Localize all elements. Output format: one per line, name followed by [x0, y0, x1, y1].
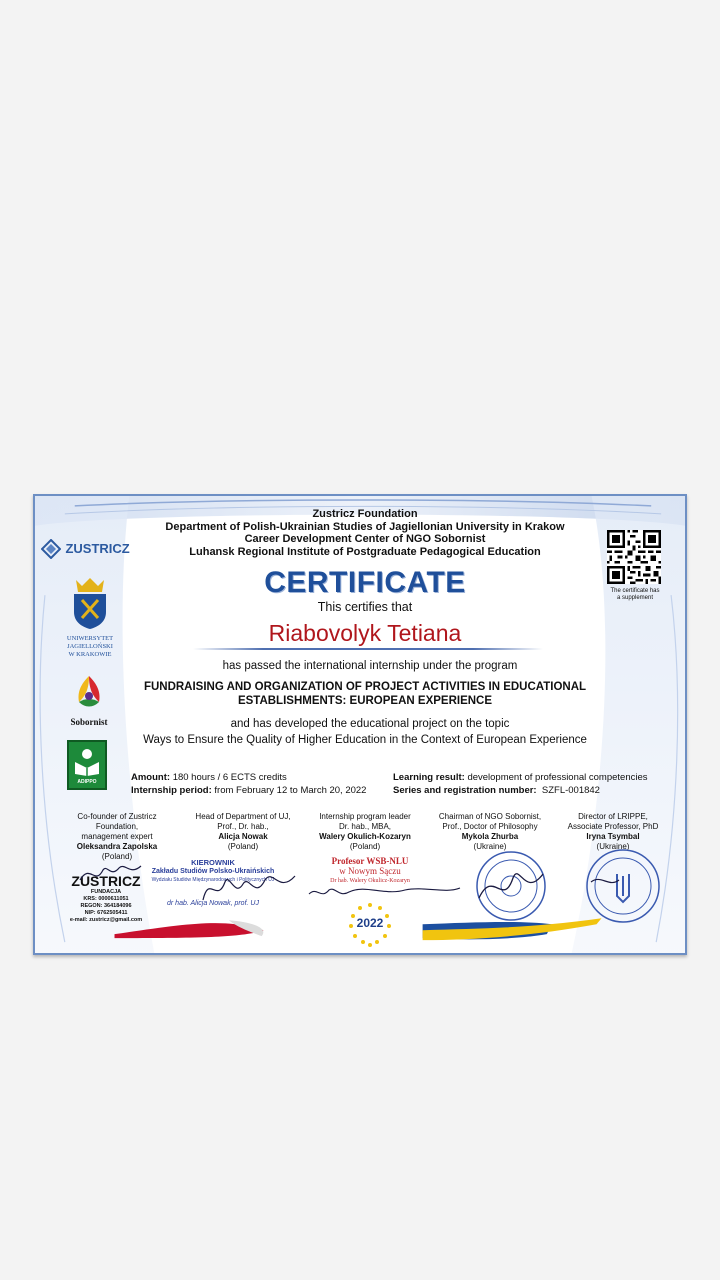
- zustricz-logo-text: ZUSTRICZ: [65, 541, 130, 557]
- certificate-title: CERTIFICATE: [264, 566, 466, 599]
- signatory-role: Prof., Doctor of Philosophy: [442, 822, 538, 831]
- name-underline: [193, 648, 543, 650]
- qr-caption-2: a supplement: [616, 595, 654, 601]
- signatory-role: Head of Department of UJ,: [195, 812, 291, 821]
- series-value: SZFL-001842: [541, 784, 600, 796]
- header-line-4: Luhansk Regional Institute of Postgraduate Pedagogical Education: [189, 545, 541, 558]
- kierownik-title: KIEROWNIK: [191, 858, 235, 867]
- certificate: [33, 494, 687, 955]
- signatory-role: Director of LRIPPE,: [578, 812, 648, 821]
- stamp-line: e-mail: zustricz@gmail.com: [69, 917, 143, 923]
- signatory-1: [57, 812, 177, 862]
- signature-nowak: [195, 864, 305, 908]
- adippo-text: ADIPPO: [77, 779, 97, 785]
- result-value: development of professional competencies: [467, 772, 648, 783]
- period-label: Internship period:: [131, 784, 212, 796]
- project-topic: Ways to Ensure the Quality of Higher Education in the Context of European Experience: [143, 734, 587, 746]
- uj-crest-icon: [68, 574, 112, 630]
- uj-text-3: W KRAKOWIE: [68, 651, 112, 658]
- series-row: [393, 785, 663, 798]
- sobornist-logo: [59, 672, 119, 727]
- signatory-name: Mykola Zhurba: [461, 832, 519, 841]
- developed-text: and has developed the educational project on the topic: [230, 718, 510, 730]
- issuer-header: [155, 508, 575, 558]
- signatory-role: Internship program leader: [319, 812, 411, 821]
- kierownik-name: dr hab. Alicja Nowak, prof. UJ: [167, 900, 259, 907]
- signatory-role: Chairman of NGO Sobornist,: [438, 812, 542, 821]
- sobornist-emblem-icon: [69, 672, 109, 712]
- signatory-name: Oleksandra Zapolska: [76, 842, 158, 851]
- series-label: Series and registration number:: [393, 784, 537, 796]
- signatory-role: Associate Professor, PhD: [567, 822, 659, 831]
- signatory-3: [305, 812, 425, 852]
- profesor-line: w Nowym Sączu: [339, 866, 401, 876]
- qr-code-icon: [607, 530, 661, 584]
- adippo-logo: [67, 740, 107, 790]
- sobornist-text: Sobornist: [70, 717, 108, 727]
- period-row: [131, 785, 391, 798]
- details-left: [131, 772, 391, 797]
- program-title: [135, 680, 595, 708]
- zustricz-emblem-icon: [41, 539, 61, 559]
- signatory-name: Alicja Nowak: [218, 832, 268, 841]
- header-line-2: Department of Polish-Ukrainian Studies of Jagiellonian University in Krakow: [165, 520, 565, 533]
- profesor-title: Profesor WSB-NLU: [331, 856, 409, 866]
- uj-logo: [55, 574, 125, 659]
- stamp-line: KRS: 0000611051: [83, 896, 129, 902]
- signatory-role: management expert: [81, 832, 153, 841]
- book-icon: [72, 746, 102, 776]
- signatory-country: (Ukraine): [596, 842, 630, 851]
- stamp-zustricz-title: ZUSTRICZ: [71, 873, 141, 889]
- stamp-line: NIP: 6762505411: [84, 910, 128, 916]
- signatory-country: (Ukraine): [473, 842, 507, 851]
- amount-label: Amount:: [131, 772, 171, 783]
- period-value: from February 12 to March 20, 2022: [214, 784, 367, 796]
- details-right: [393, 772, 663, 797]
- profesor-name: Dr hab. Walery Okulicz-Kozaryn: [330, 878, 410, 884]
- program-line-1: FUNDRAISING AND ORGANIZATION OF PROJECT ACTIVITIES IN EDUCATIONAL: [143, 681, 587, 693]
- signatory-country: (Poland): [227, 842, 259, 851]
- signatory-name: Iryna Tsymbal: [586, 832, 640, 841]
- amount-row: [131, 772, 391, 785]
- qr-caption: [595, 588, 675, 602]
- result-label: Learning result:: [393, 772, 465, 783]
- amount-value: 180 hours / 6 ECTS credits: [172, 772, 287, 783]
- stamp-line: FUNDACJA: [90, 889, 122, 895]
- certifies-text: This certifies that: [317, 600, 413, 614]
- passed-text: has passed the international internship under the program: [222, 660, 518, 672]
- signatory-country: (Poland): [349, 842, 381, 851]
- signatory-country: (Poland): [101, 852, 133, 861]
- qr-caption-1: The certificate has: [610, 588, 660, 594]
- kierownik-line: Zakładu Studiów Polsko-Ukraińskich: [151, 868, 275, 875]
- result-row: [393, 772, 663, 785]
- kierownik-line: Wydziału Studiów Międzynarodowych i Politycznych UJ: [151, 877, 275, 883]
- signatory-role: Co-founder of Zustricz Foundation,: [77, 812, 157, 831]
- zustricz-logo: [41, 539, 151, 559]
- header-line-1: Zustricz Foundation: [312, 508, 418, 520]
- uj-text-2: JAGIELLOŃSKI: [67, 643, 113, 650]
- year-2022: 2022: [356, 916, 384, 930]
- signatory-4: [430, 812, 550, 852]
- signatory-role: Dr. hab., MBA,: [338, 822, 392, 831]
- sobornist-round-stamp: [473, 848, 549, 924]
- signatory-2: [183, 812, 303, 852]
- signatory-name: Walery Okulich-Kozaryn: [319, 832, 411, 841]
- qr-code: [607, 530, 661, 584]
- program-line-2: ESTABLISHMENTS: EUROPEAN EXPERIENCE: [237, 695, 493, 707]
- uj-text-1: UNIWERSYTET: [66, 635, 114, 642]
- signatory-role: Prof., Dr. hab.,: [217, 822, 269, 831]
- recipient-name: Riabovolyk Tetiana: [268, 620, 462, 646]
- header-line-3: Career Development Center of NGO Sobornist: [244, 533, 486, 545]
- stamp-line: REGON: 364184096: [80, 903, 132, 909]
- lrippe-round-stamp: [583, 846, 663, 926]
